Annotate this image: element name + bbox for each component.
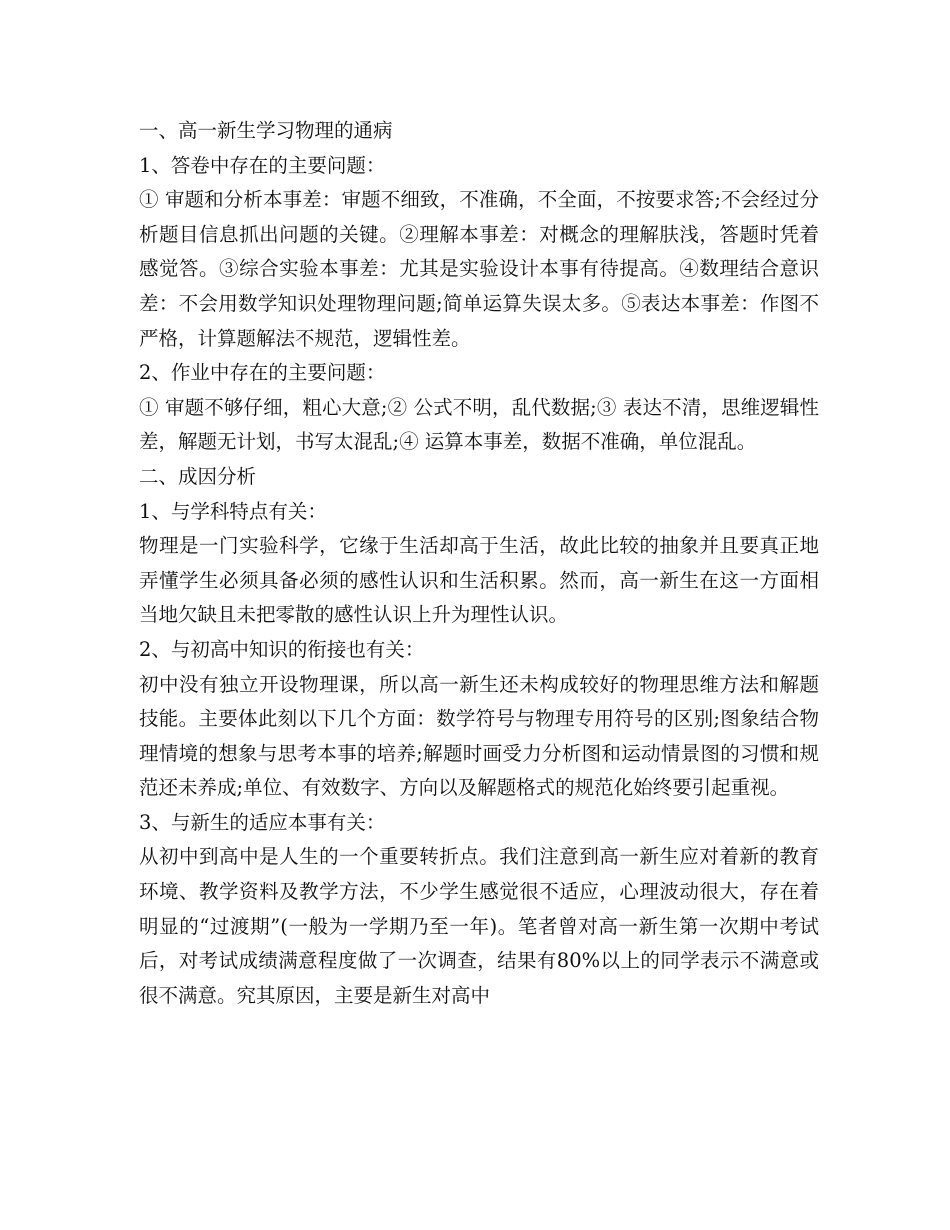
subsection-heading: 3、与新生的适应本事有关： bbox=[139, 810, 386, 834]
subsection-heading: 2、作业中存在的主要问题： bbox=[139, 361, 386, 385]
subsection-heading: 2、与初高中知识的衔接也有关： bbox=[139, 637, 425, 661]
section-heading: 一、高一新生学习物理的通病 bbox=[139, 119, 393, 142]
subsection-heading: 1、与学科特点有关： bbox=[139, 499, 327, 523]
body-paragraph: ① 审题和分析本事差：审题不细致，不准确，不全面，不按要求答;不会经过分析题目信息抓出问题的关键。②理解本事差：对概念的理解肤浅，答题时凭着感觉答。③综合实验本事差：尤其是实验设计本事有待提高。④数理结合意识差：不会用数学知识处理物理问题;简单运算失误太多。⑤表达本事差：作图不严格，计算题解法不规范，逻辑性差。 bbox=[139, 188, 819, 350]
body-paragraph: 初中没有独立开设物理课，所以高一新生还未构成较好的物理思维方法和解题技能。主要体此刻以下几个方面：数学符号与物理专用符号的区别;图象结合物理情境的想象与思考本事的培养;解题时画受力分析图和运动情景图的习惯和规范还未养成;单位、有效数字、方向以及解题格式的规范化始终要引起重视。 bbox=[139, 672, 819, 800]
body-paragraph: 从初中到高中是人生的一个重要转折点。我们注意到高一新生应对着新的教育环境、教学资料及教学方法，不少学生感觉很不适应，心理波动很大，存在着明显的“过渡期”(一般为一学期乃至一年)。笔者曾对高一新生第一次期中考试后，对考试成绩满意程度做了一次调查，结果有80%以上的同学表示不满意或很不满意。究其原因，主要是新生对高中 bbox=[139, 845, 819, 1007]
document-body bbox=[139, 114, 819, 1013]
subsection-heading: 1、答卷中存在的主要问题： bbox=[139, 153, 386, 177]
body-paragraph: ① 审题不够仔细，粗心大意;② 公式不明，乱代数据;③ 表达不清，思维逻辑性差，解题无计划，书写太混乱;④ 运算本事差，数据不准确，单位混乱。 bbox=[139, 395, 819, 454]
body-paragraph: 物理是一门实验科学，它缘于生活却高于生活，故此比较的抽象并且要真正地弄懂学生必须具备必须的感性认识和生活积累。然而，高一新生在这一方面相当地欠缺且未把零散的感性认识上升为理性认识。 bbox=[139, 534, 819, 627]
section-heading: 二、成因分析 bbox=[139, 464, 257, 488]
